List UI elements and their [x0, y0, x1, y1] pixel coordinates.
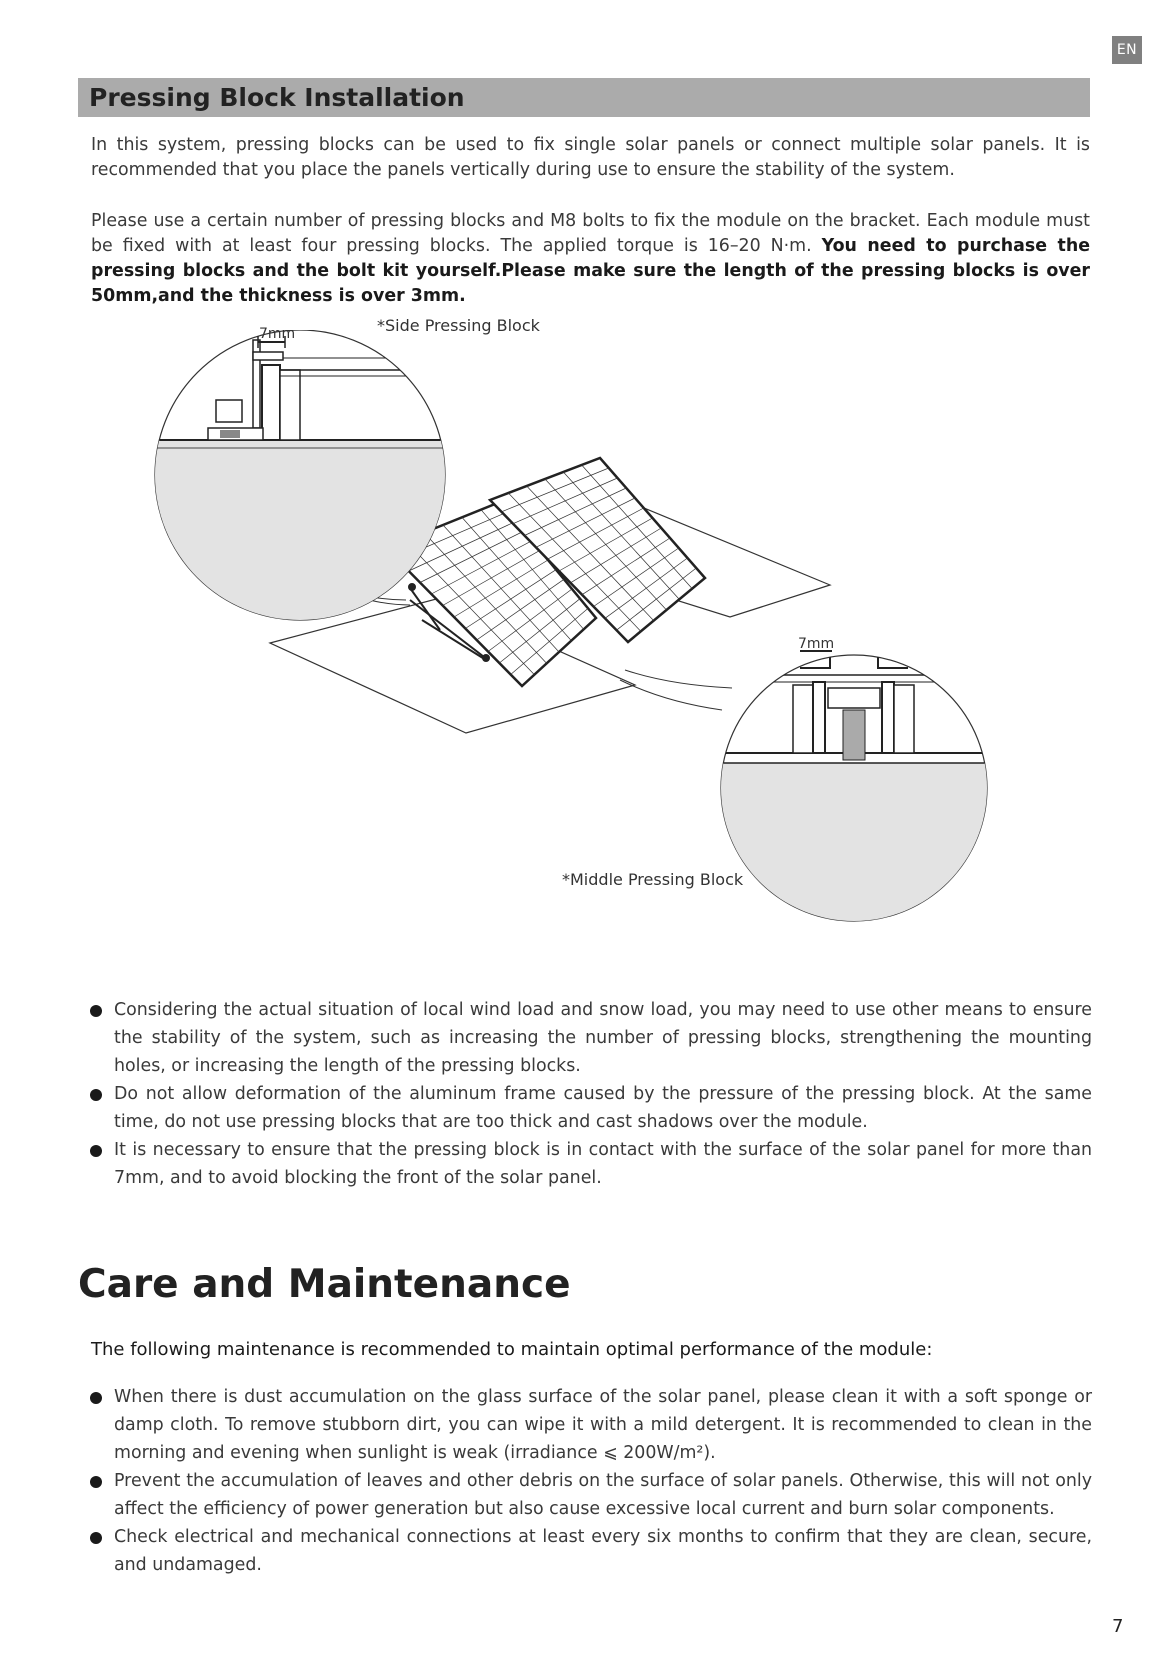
list-item [88, 1467, 1092, 1523]
list-item [88, 1080, 1092, 1136]
care-lead: The following maintenance is recommended to maintain optimal performance of the module: [91, 1339, 933, 1360]
bullet-icon [90, 1392, 102, 1404]
maintenance-text: When there is dust accumulation on the glass surface of the solar panel, please clean it with a soft sponge or damp cloth. To remove stubborn dirt, you can wipe it with a mild detergent. It is recommended to clean in the morning and evening when sunlight is weak (irradiance ⩽ 200W/m²). [114, 1387, 1092, 1463]
middle-dimension-label: 7mm [798, 636, 835, 652]
section-header-bar [78, 78, 1090, 117]
list-item [88, 1523, 1092, 1579]
intro-paragraph: In this system, pressing blocks can be used to fix single solar panels or connect multiple solar panels. It is recommended that you place the panels vertically during use to ensure the stability of the system. [91, 135, 1090, 180]
care-section-title: Care and Maintenance [78, 1262, 571, 1307]
leader-line-middle [625, 670, 732, 688]
instruction-paragraph [91, 209, 1090, 309]
note-text: Considering the actual situation of local wind load and snow load, you may need to use other means to ensure the stability of the system, such as increasing the number of pressing blocks, strengthening the mounting holes, or increasing the length of the pressing blocks. [114, 1000, 1092, 1076]
maintenance-list [88, 1383, 1092, 1579]
bullet-icon [90, 1005, 102, 1017]
bullet-icon [90, 1476, 102, 1488]
section-title: Pressing Block Installation [89, 83, 465, 112]
maintenance-text: Prevent the accumulation of leaves and other debris on the surface of solar panels. Otherwise, this will not only affect the efficiency of power generation but also cause excessive local current and burn solar components. [114, 1471, 1092, 1519]
list-item [88, 1383, 1092, 1467]
maintenance-text: Check electrical and mechanical connections at least every six months to confirm that they are clean, secure, and undamaged. [114, 1527, 1092, 1575]
side-dimension-label: 7mm [259, 326, 296, 342]
note-text: Do not allow deformation of the aluminum frame caused by the pressure of the pressing block. At the same time, do not use pressing blocks that are too thick and cast shadows over the module. [114, 1084, 1092, 1132]
instruction-text: Please use a certain number of pressing blocks and M8 bolts to fix the module on the bracket. Each module must be fixed with at least four pressing blocks. The applied torque is 16–20 N·m. [91, 211, 1090, 256]
pressing-block-diagram [110, 316, 1050, 950]
bullet-icon [90, 1145, 102, 1157]
installation-notes-list [88, 996, 1092, 1192]
middle-pressing-block-detail [710, 651, 1010, 950]
page-number: 7 [1112, 1616, 1124, 1637]
list-item [88, 1136, 1092, 1192]
bullet-icon [90, 1089, 102, 1101]
instruction-emphasis: You need to purchase the pressing blocks and the bolt kit yourself.Please make sure the length of the pressing blocks is over 50mm,and the thickness is over 3mm. [91, 236, 1090, 306]
middle-pressing-block-caption: *Middle Pressing Block [562, 870, 744, 889]
note-text: It is necessary to ensure that the pressing block is in contact with the surface of the solar panel for more than 7mm, and to avoid blocking the front of the solar panel. [114, 1140, 1092, 1188]
diagram-svg [110, 330, 1050, 950]
side-pressing-block-caption: *Side Pressing Block [377, 316, 540, 335]
bullet-icon [90, 1532, 102, 1544]
list-item [88, 996, 1092, 1080]
language-badge: EN [1112, 36, 1142, 64]
